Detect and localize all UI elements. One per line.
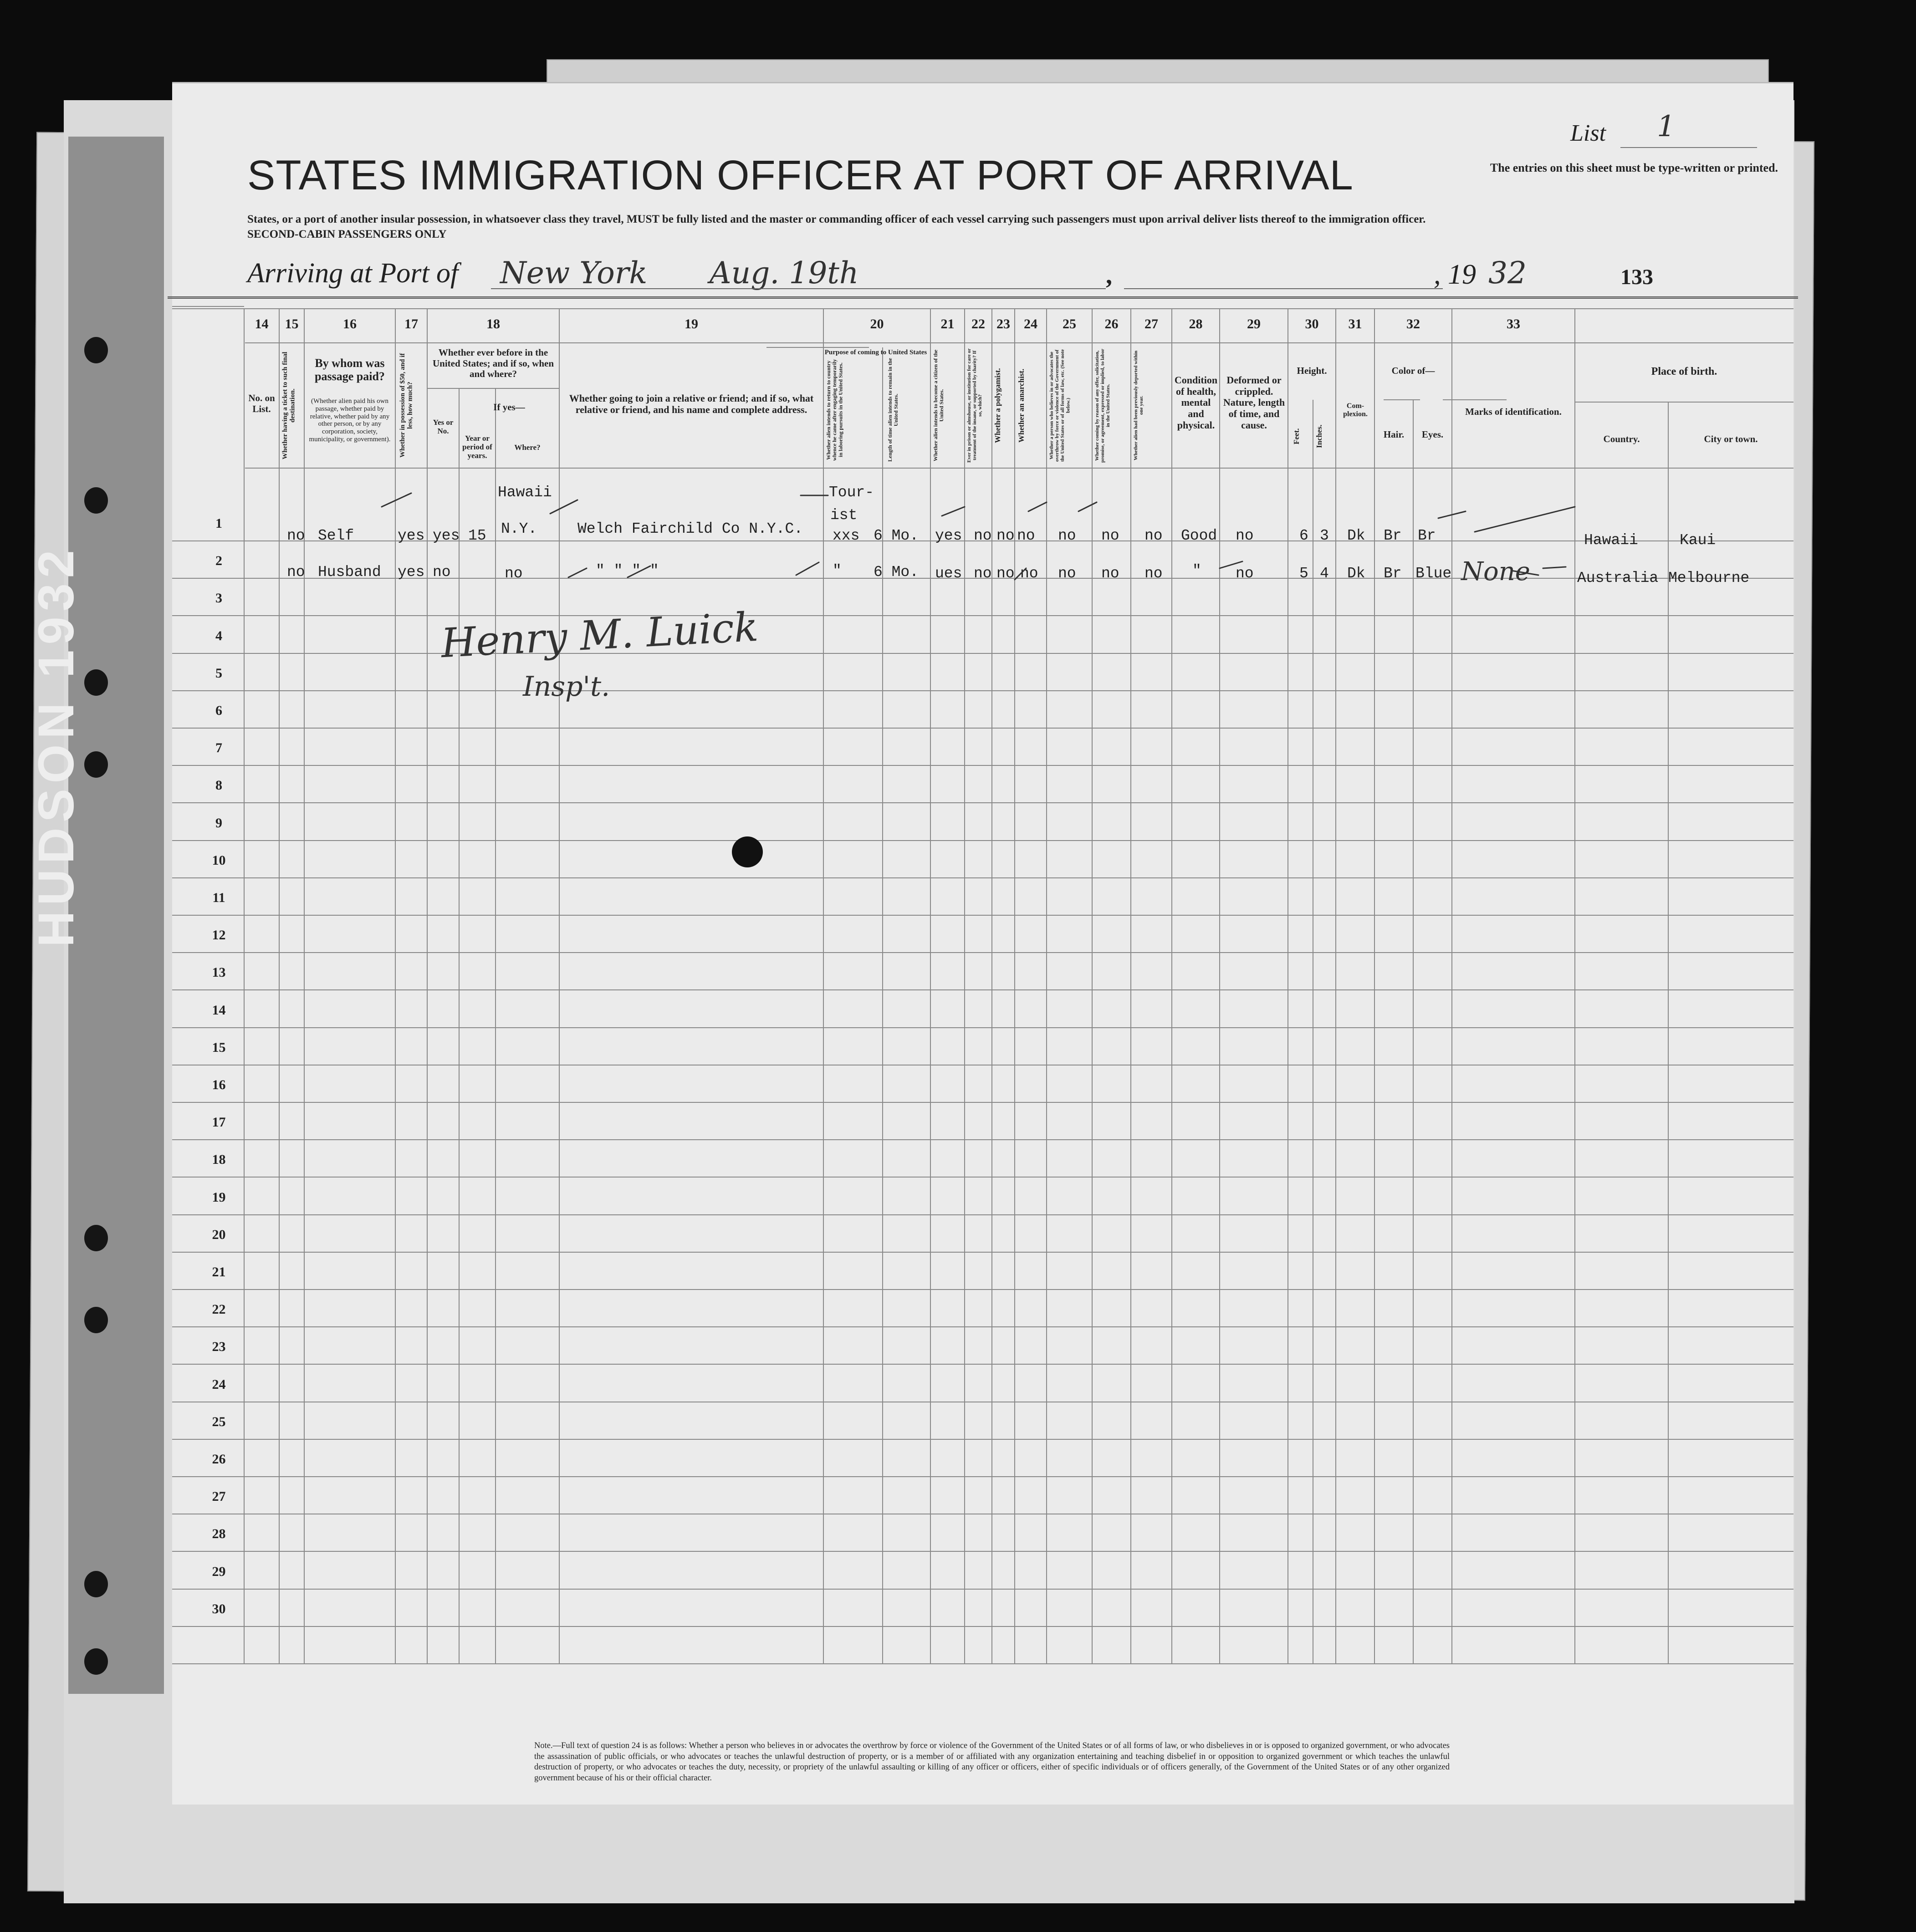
header-complexion: Com-plexion. (1343, 402, 1368, 418)
row-number: 27 (212, 1489, 226, 1504)
col-number: 17 (404, 316, 418, 331)
col-number: 33 (1507, 316, 1520, 331)
cell-feet: 5 (1299, 565, 1308, 582)
header-yes-no: Yes or No. (433, 418, 454, 436)
ink-ticks (172, 83, 1793, 1805)
col-number: 28 (1189, 316, 1203, 331)
col-number: 14 (255, 316, 269, 331)
header-citizen: Whether alien intends to become a citizen of the United States. (932, 349, 945, 462)
cell-country: Hawaii (1584, 532, 1638, 549)
cell-q24: no (1058, 527, 1076, 544)
col-number: 22 (971, 316, 985, 331)
header-where: Where? (514, 443, 541, 452)
cell-condition: " (1192, 562, 1201, 579)
cell-feet: 6 (1299, 527, 1308, 544)
cell-purpose-2: ist (830, 507, 858, 524)
header-prison: Ever in prison or almshouse, or institution for care or treatment of the insane, or supported by charity? If so, which? (966, 348, 983, 463)
row-number: 25 (212, 1414, 226, 1429)
cell-length: 6 Mo. (874, 527, 919, 544)
header-feet: Feet. (1292, 428, 1301, 444)
inspector-signature: Henry M. Luick (439, 603, 760, 667)
col-number: 26 (1104, 316, 1119, 331)
cell-q26: no (1144, 565, 1163, 582)
cell-deformed: no (1236, 527, 1254, 544)
header-q26: Whether alien had been previously deported within one year. (1133, 351, 1144, 461)
year-value: 32 (1488, 255, 1527, 291)
header-year-period: Year or period of years. (462, 434, 492, 460)
arriving-label: Arriving at Port of (247, 258, 459, 289)
cell-prison: no (974, 565, 992, 582)
row-number: 4 (215, 628, 222, 643)
col-number: 15 (285, 316, 299, 331)
row-number: 22 (212, 1302, 226, 1317)
binder-hole (84, 669, 108, 696)
row-number: 28 (212, 1526, 226, 1541)
col-number: 18 (486, 316, 500, 331)
cell-complexion: Dk (1347, 565, 1365, 582)
instruction-text: States, or a port of another insular possession, in whatsoever class they travel, MUST be fully listed and the master or commanding officer of each vessel carrying such passengers must upon arrival deliver lists thereof to the immigration officer. (247, 213, 1426, 225)
row-number: 13 (212, 965, 226, 980)
header-purpose: Purpose of coming to United States (824, 349, 927, 356)
cell-polygamist: no (996, 527, 1015, 544)
cell-city: Melbourne (1668, 570, 1750, 586)
header-marks: Marks of identification. (1465, 406, 1562, 417)
header-color-of: Color of— (1391, 365, 1435, 376)
cell-passage: Self (318, 527, 354, 544)
cell-ticket: no (287, 564, 305, 581)
cell-condition: Good (1181, 527, 1217, 544)
header-passage: By whom was passage paid? (315, 357, 385, 383)
cell-hair: Br (1384, 527, 1402, 544)
cell-purpose-2: " (833, 562, 842, 579)
header-q25: Whether coming by reason of any offer, solicitation, promise, or agreement, expressed or implied, to labor in the United States. (1094, 348, 1111, 463)
header-fifty: Whether in possession of $50, and if less, how much? (399, 353, 414, 458)
header-no-on-list: No. on List. (248, 393, 275, 414)
header-eyes: Eyes. (1421, 429, 1444, 440)
row-number: 29 (212, 1564, 226, 1579)
row-number: 6 (215, 703, 222, 718)
page-number: 133 (1620, 265, 1653, 289)
date-value: Aug. 19th (710, 255, 859, 291)
col-number: 21 (940, 316, 955, 331)
cell-fifty: yes (398, 527, 425, 544)
binder-hole (84, 1648, 108, 1675)
stub-text: HUDSON 1932 (28, 545, 84, 947)
cell-inches: 4 (1320, 565, 1329, 582)
cell-before-yn: no (433, 564, 451, 581)
col-number: 32 (1406, 316, 1420, 331)
col-number: 16 (343, 316, 357, 331)
row-number: 18 (212, 1152, 226, 1167)
binder-hole (84, 751, 108, 778)
footnote: Note.—Full text of question 24 is as follows: Whether a person who believes in or advocates the overthrow by force or violence of the Government of the United States or of all forms of law, or who disbelieves in or is opposed to organized government, or who advocates the assassination of public officials, or who advocates or teaches the unlawful destruction of property, or is a member of or affiliated with any organization entertaining and teaching disbelief in or opposition to organized government or which teaches the unlawful destruction of property, or who advocates or teaches the duty, necessity, or propriety of the unlawful assaulting or killing of any officer or officers, either of specific individuals or of officers generally, of the Government of the United States or of any other organized government because of his or their official character. (534, 1741, 1450, 1783)
binder-hole (84, 337, 108, 363)
col-number: 31 (1348, 316, 1362, 331)
cell-citizen: yes (935, 527, 962, 544)
header-hair: Hair. (1383, 429, 1405, 440)
row-number: 19 (212, 1190, 226, 1205)
col-number: 25 (1063, 316, 1076, 331)
row-number: 21 (212, 1264, 226, 1280)
row-number: 7 (215, 740, 222, 755)
col-number: 29 (1247, 316, 1261, 331)
row-number: 16 (212, 1077, 226, 1092)
cell-anarchist: no (1017, 527, 1035, 544)
binder-hole (84, 487, 108, 514)
binder-hole (84, 1307, 108, 1333)
binder-hole (84, 1571, 108, 1597)
cell-inches: 3 (1320, 527, 1329, 544)
manifest-form (172, 82, 1793, 1805)
list-value: 1 (1657, 110, 1676, 143)
header-deformed: Deformed or crippled. Nature, length of time, and cause. (1223, 374, 1285, 431)
row-number: 8 (215, 778, 222, 793)
col-number: 19 (685, 316, 698, 331)
header-inches: Inches. (1315, 424, 1323, 448)
cell-passage: Husband (318, 564, 381, 581)
cell-where-2: N.Y. (501, 520, 537, 537)
header-before: Whether ever before in the United States; and if so, when and where? (432, 347, 554, 380)
header-city: City or town. (1704, 433, 1758, 444)
header-q24: Whether a person who believes in or advocates the overthrow by force or violence of the Government of the United States or of all forms of law, etc. (See note below.) (1049, 349, 1071, 462)
cell-relative: Welch Fairchild Co N.Y.C. (577, 520, 803, 537)
cell-before-yn: yes (433, 527, 460, 544)
cell-length: 6 Mo. (874, 564, 919, 581)
cell-fifty: yes (398, 564, 425, 581)
year-prefix: , 19 (1434, 259, 1476, 290)
list-label: List (1570, 120, 1606, 146)
row-number: 9 (215, 816, 222, 831)
cell-hair: Br (1384, 565, 1402, 582)
row-number: 23 (212, 1339, 226, 1354)
row-number: 2 (215, 553, 222, 568)
header-length-stay: Length of time alien intends to remain in the United States. (887, 358, 899, 462)
cell-anarchist: no (1020, 565, 1038, 582)
comma-mark: , (1106, 261, 1112, 290)
form-title: STATES IMMIGRATION OFFICER AT PORT OF ARRIVAL (247, 152, 1354, 199)
inspector-title: Insp't. (523, 671, 610, 703)
cell-relative: " " " " (596, 562, 659, 579)
cell-country: Australia (1577, 570, 1659, 586)
row-number: 15 (212, 1040, 226, 1055)
header-join-relative: Whether going to join a relative or friend; and if so, what relative or friend, and his name and complete address. (569, 393, 814, 415)
col-number: 27 (1144, 316, 1158, 331)
cell-before-years: 15 (468, 527, 486, 544)
header-place-birth: Place of birth. (1651, 366, 1717, 377)
col-number: 24 (1024, 316, 1037, 331)
cell-ticket: no (287, 527, 305, 544)
col-number: 23 (996, 316, 1010, 331)
header-condition: Condition of health, mental and physical. (1174, 374, 1218, 431)
cell-deformed: no (1236, 565, 1254, 582)
col-number: 20 (870, 316, 884, 331)
cell-q25: no (1101, 527, 1119, 544)
header-polygamist: Whether a polygamist. (993, 368, 1002, 443)
row-number: 26 (212, 1452, 226, 1467)
header-country: Country. (1603, 433, 1640, 444)
row-number: 14 (212, 1003, 226, 1018)
row-number: 12 (212, 928, 226, 943)
cell-where-2: no (505, 565, 523, 582)
cell-complexion: Dk (1347, 527, 1365, 544)
row-number: 20 (212, 1227, 226, 1242)
cell-marks: None (1461, 557, 1530, 586)
typewritten-note: The entries on this sheet must be type-written or printed. (1490, 161, 1778, 174)
header-purpose-intend: Whether alien intends to return to country whence he came after engaging temporarily in laboring pursuits in the United States. (825, 359, 844, 461)
cell-polygamist: no (996, 565, 1015, 582)
row-number: 3 (215, 591, 222, 606)
row-number: 24 (212, 1377, 226, 1392)
row-number: 11 (212, 890, 225, 905)
header-anarchist: Whether an anarchist. (1017, 368, 1026, 443)
header-if-yes: If yes— (493, 402, 525, 413)
binder-hole (84, 1225, 108, 1251)
cell-q26: no (1144, 527, 1163, 544)
class-line: SECOND-CABIN PASSENGERS ONLY (247, 228, 447, 240)
header-height: Height. (1297, 365, 1327, 376)
cell-city: Kaui (1680, 532, 1716, 549)
cell-purpose-1: Tour- (829, 484, 874, 501)
header-ticket: Whether having a ticket to such final destination. (281, 352, 296, 459)
cell-q25: no (1101, 565, 1119, 582)
cell-citizen: ues (935, 565, 962, 582)
header-passage-sub: (Whether alien paid his own passage, whether paid by relative, whether paid by any other person, or by any corporation, society, municipality, or government). (309, 398, 391, 443)
col-number: 30 (1305, 316, 1319, 331)
cell-prison: no (974, 527, 992, 544)
cell-q24: no (1058, 565, 1076, 582)
row-number: 17 (212, 1115, 226, 1130)
cell-purpose-3: xxs (833, 527, 860, 544)
row-number: 10 (212, 853, 226, 868)
cell-where-1: Hawaii (498, 484, 552, 501)
row-number: 1 (215, 516, 222, 531)
cell-eyes: Br (1418, 527, 1436, 544)
row-number: 30 (212, 1601, 226, 1616)
port-value: New York (500, 255, 648, 291)
row-number: 5 (215, 666, 222, 681)
cell-eyes: Blue (1415, 565, 1452, 582)
